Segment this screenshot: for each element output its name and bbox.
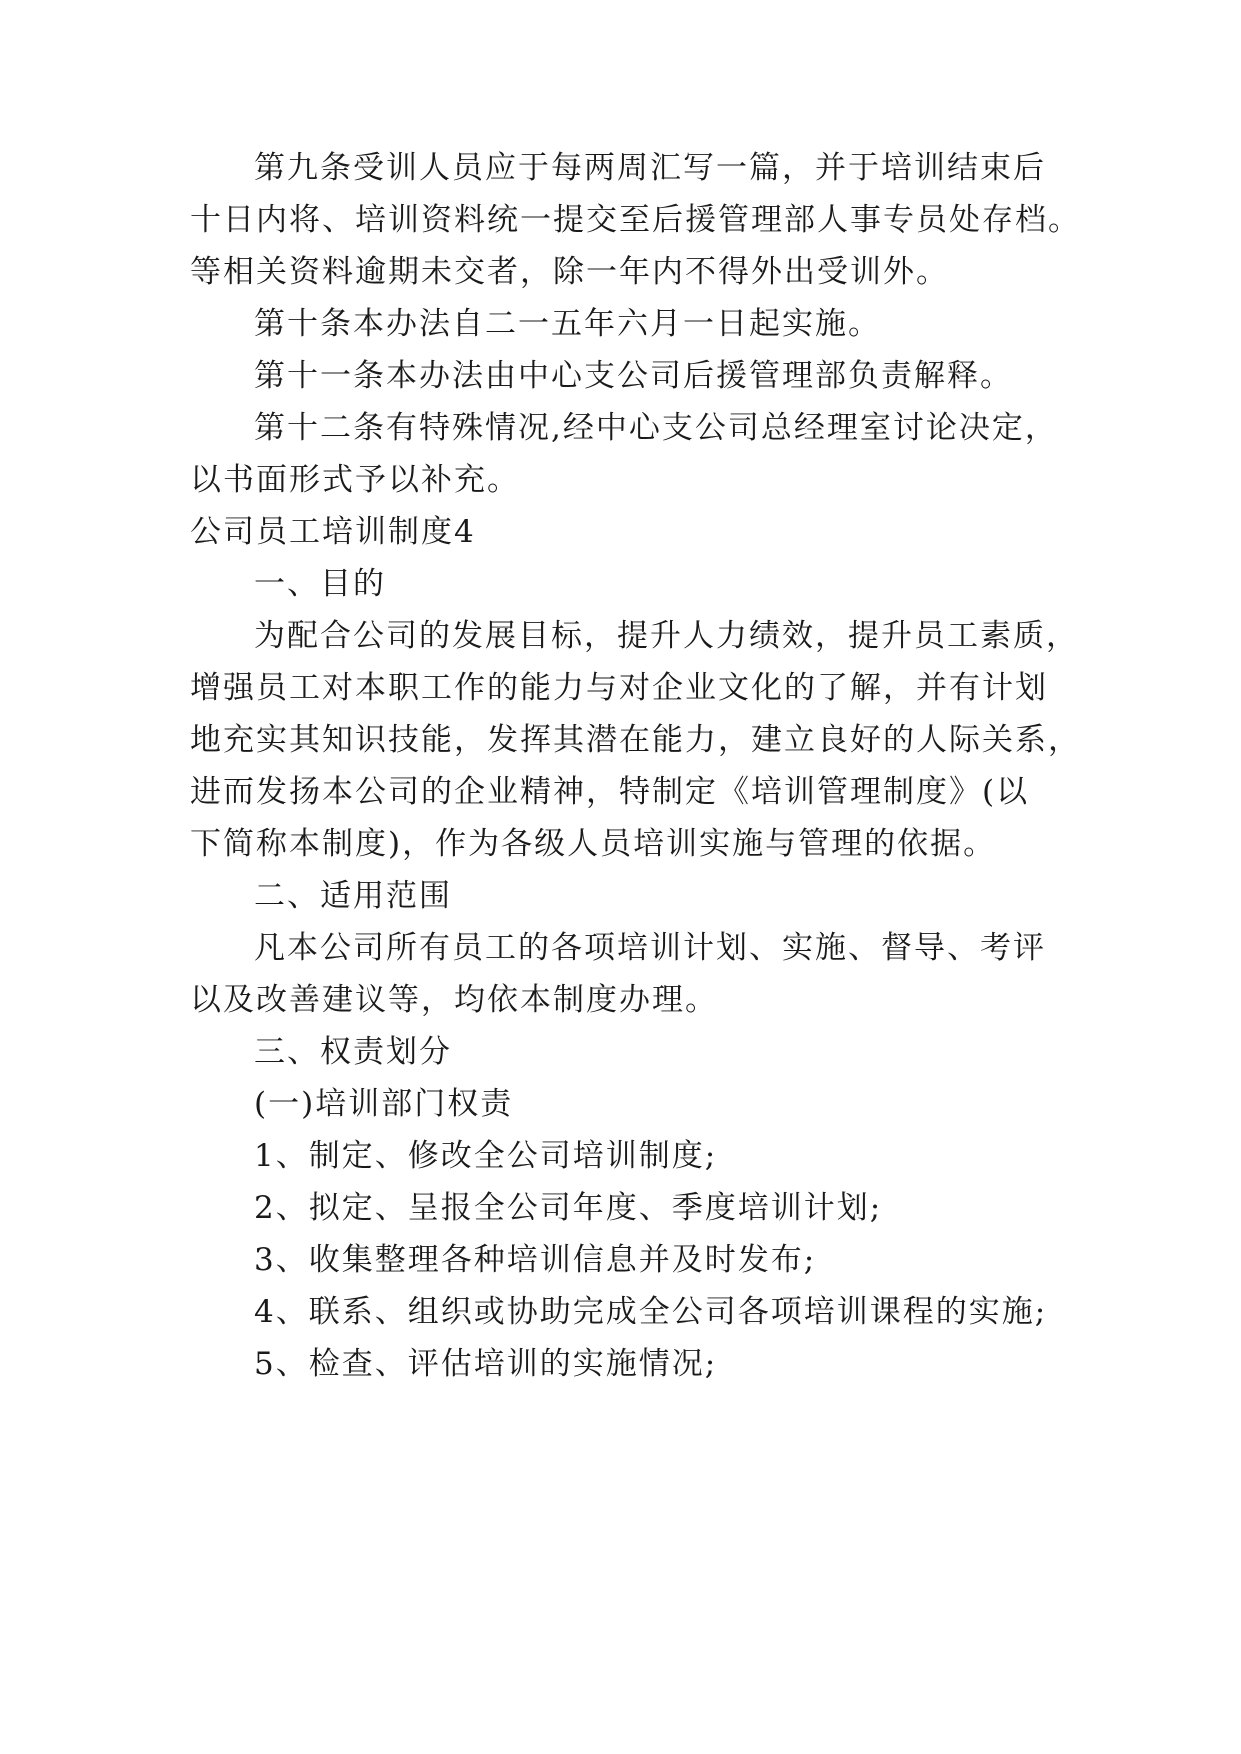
paragraph-line: 第十二条有特殊情况,经中心支公司总经理室讨论决定， (254, 410, 1058, 446)
paragraph-line: 第十一条本办法由中心支公司后援管理部负责解释。 (254, 358, 1013, 394)
paragraph-line: 十日内将、培训资料统一提交至后援管理部人事专员处存档。 (190, 202, 1081, 238)
list-item: 5、检查、评估培训的实施情况; (254, 1346, 718, 1382)
list-item: 2、拟定、呈报全公司年度、季度培训计划; (254, 1190, 883, 1226)
list-item: 3、收集整理各种培训信息并及时发布; (254, 1242, 817, 1278)
paragraph-line: 凡本公司所有员工的各项培训计划、实施、督导、考评 (254, 930, 1046, 966)
paragraph-line: 以及改善建议等，均依本制度办理。 (190, 982, 718, 1018)
section-title: 公司员工培训制度4 (190, 514, 476, 550)
list-item: 1、制定、修改全公司培训制度; (254, 1138, 718, 1174)
section-heading: 三、权责划分 (254, 1034, 452, 1070)
section-heading: 一、目的 (254, 566, 386, 602)
paragraph-line: 地充实其知识技能，发挥其潜在能力，建立良好的人际关系， (190, 722, 1081, 758)
paragraph-line: 以书面形式予以补充。 (190, 462, 520, 498)
paragraph-line: 进而发扬本公司的企业精神，特制定《培训管理制度》(以 (190, 774, 1030, 810)
list-item: 4、联系、组织或协助完成全公司各项培训课程的实施; (254, 1294, 1048, 1330)
paragraph-line: 第十条本办法自二一五年六月一日起实施。 (254, 306, 881, 342)
section-heading: 二、适用范围 (254, 878, 452, 914)
subsection-heading: (一)培训部门权责 (254, 1086, 514, 1122)
paragraph-line: 第九条受训人员应于每两周汇写一篇，并于培训结束后 (254, 150, 1046, 186)
paragraph-line: 下简称本制度)，作为各级人员培训实施与管理的依据。 (190, 826, 997, 862)
paragraph-line: 等相关资料逾期未交者，除一年内不得外出受训外。 (190, 254, 949, 290)
paragraph-line: 为配合公司的发展目标，提升人力绩效，提升员工素质， (254, 618, 1079, 654)
paragraph-line: 增强员工对本职工作的能力与对企业文化的了解，并有计划 (190, 670, 1048, 706)
